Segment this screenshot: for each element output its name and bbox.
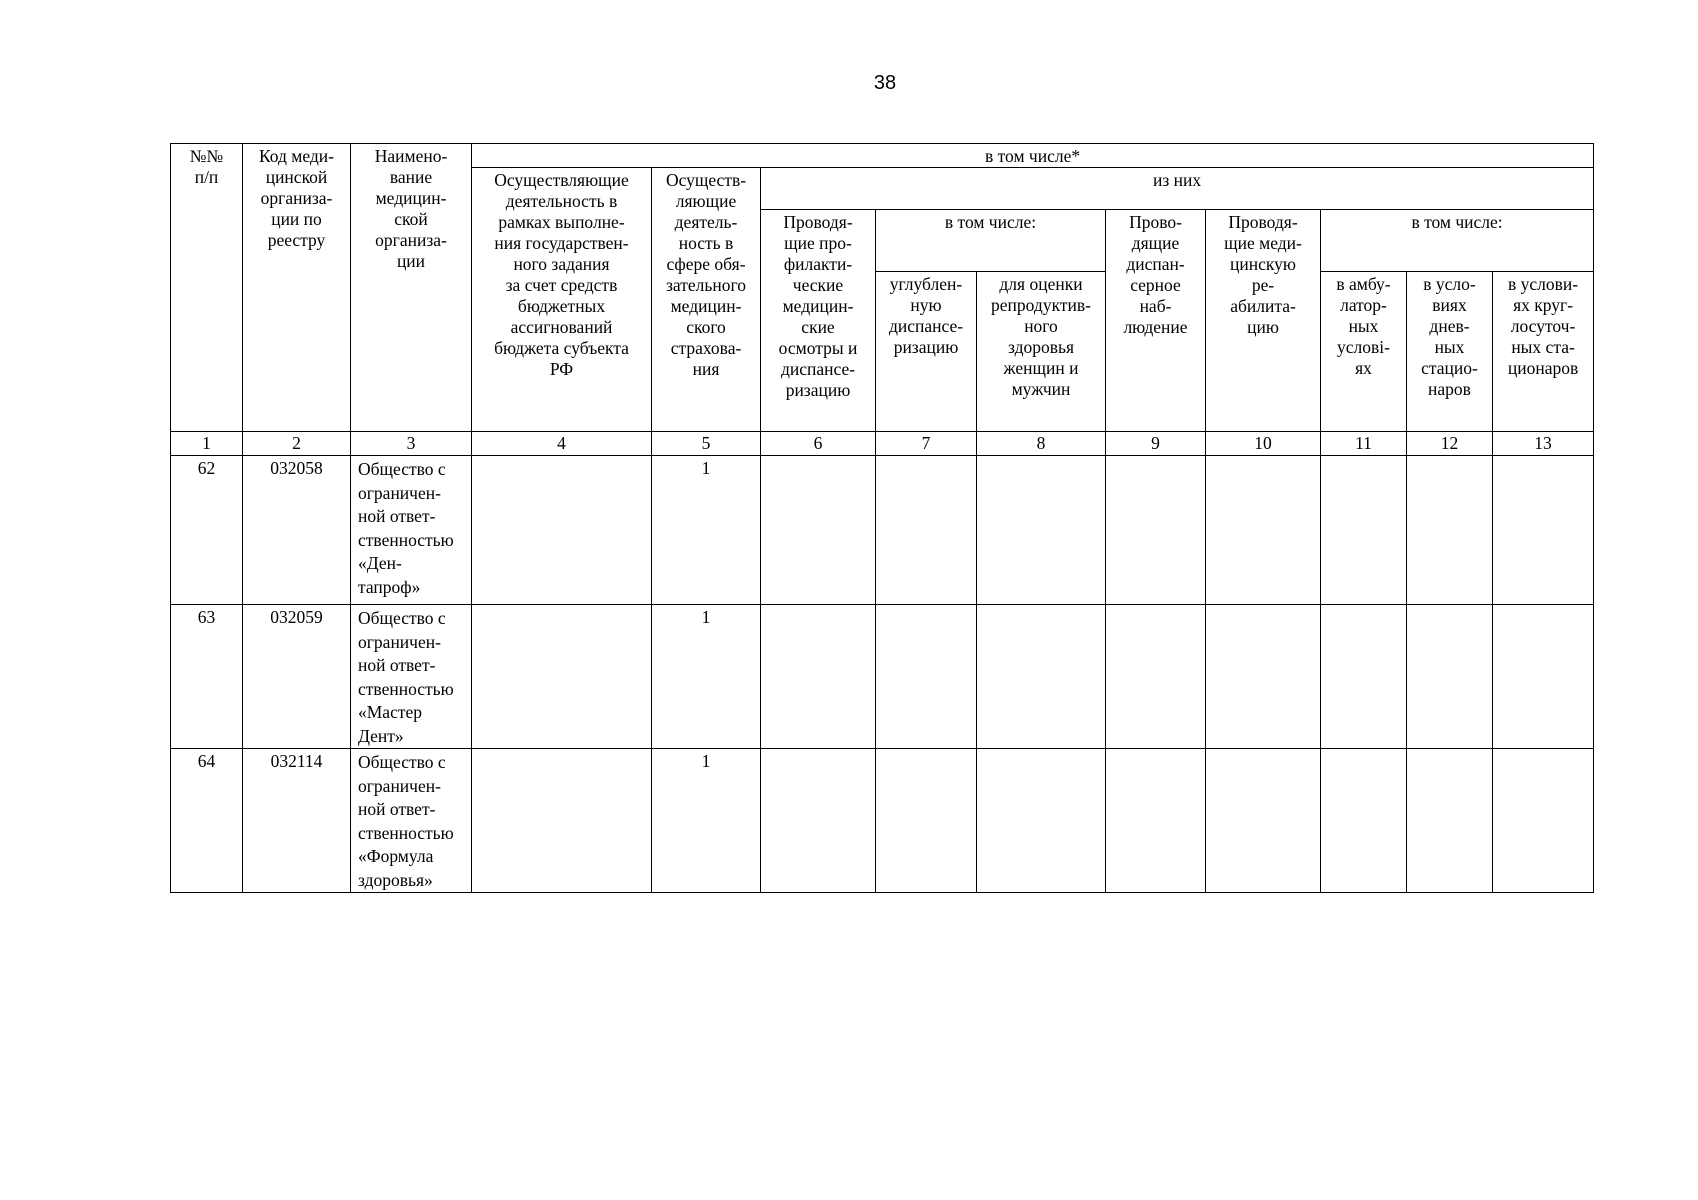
header-num: №№ п/п bbox=[171, 144, 243, 432]
cell-col5: 1 bbox=[652, 456, 761, 605]
header-outpatient: в амбу- латор- ных условi- ях bbox=[1321, 272, 1407, 432]
column-number: 8 bbox=[977, 432, 1106, 456]
table-row bbox=[171, 456, 1594, 605]
cell-col11 bbox=[1321, 456, 1407, 605]
table-row bbox=[171, 749, 1594, 893]
column-number: 10 bbox=[1206, 432, 1321, 456]
cell-col9 bbox=[1106, 749, 1206, 893]
cell-col4 bbox=[472, 749, 652, 893]
column-number: 13 bbox=[1493, 432, 1594, 456]
cell-col10 bbox=[1206, 749, 1321, 893]
header-group-including: в том числе* bbox=[472, 144, 1594, 168]
column-number: 7 bbox=[876, 432, 977, 456]
column-number: 3 bbox=[351, 432, 472, 456]
column-number: 5 bbox=[652, 432, 761, 456]
column-number: 6 bbox=[761, 432, 876, 456]
header-state-assignment: Осуществляющие деятельность в рамках выполне- ния государствен- ного задания за счет средств бюджетных ассигнований бюджета субъекта РФ bbox=[472, 168, 652, 432]
cell-col13 bbox=[1493, 605, 1594, 749]
cell-col6 bbox=[761, 456, 876, 605]
cell-col5: 1 bbox=[652, 605, 761, 749]
registry-code: 032058 bbox=[243, 456, 351, 605]
cell-col12 bbox=[1407, 456, 1493, 605]
cell-col9 bbox=[1106, 605, 1206, 749]
cell-col7 bbox=[876, 605, 977, 749]
cell-col5: 1 bbox=[652, 749, 761, 893]
medical-organizations-table bbox=[170, 143, 1594, 893]
registry-code: 032059 bbox=[243, 605, 351, 749]
organization-name: Общество с ограничен- ной ответ- ственностью «Ден- тапроф» bbox=[351, 456, 472, 605]
column-number: 12 bbox=[1407, 432, 1493, 456]
column-number: 1 bbox=[171, 432, 243, 456]
row-number: 62 bbox=[171, 456, 243, 605]
column-number: 11 bbox=[1321, 432, 1407, 456]
header-dispensary-observation: Прово- дящие диспан- серное наб- людение bbox=[1106, 210, 1206, 432]
header-rehabilitation: Проводя- щие меди- цинскую ре- абилита- цию bbox=[1206, 210, 1321, 432]
cell-col8 bbox=[977, 749, 1106, 893]
header-registry-code: Код меди- цинской организа- ции по реестру bbox=[243, 144, 351, 432]
cell-col6 bbox=[761, 749, 876, 893]
header-round-the-clock: в услови- ях круг- лосуточ- ных ста- ционаров bbox=[1493, 272, 1594, 432]
cell-col7 bbox=[876, 456, 977, 605]
cell-col12 bbox=[1407, 605, 1493, 749]
organization-name: Общество с ограничен- ной ответ- ственностью «Формула здоровья» bbox=[351, 749, 472, 893]
header-preventive-exams: Проводя- щие про- филакти- ческие медицин- ские осмотры и диспансе- ризацию bbox=[761, 210, 876, 432]
cell-col8 bbox=[977, 605, 1106, 749]
row-number: 64 bbox=[171, 749, 243, 893]
column-number: 4 bbox=[472, 432, 652, 456]
header-day-hospital: в усло- виях днев- ных стацио- наров bbox=[1407, 272, 1493, 432]
table-row bbox=[171, 605, 1594, 749]
header-row-1 bbox=[171, 144, 1594, 168]
cell-col4 bbox=[472, 605, 652, 749]
registry-code: 032114 bbox=[243, 749, 351, 893]
cell-col11 bbox=[1321, 749, 1407, 893]
cell-col4 bbox=[472, 456, 652, 605]
cell-col13 bbox=[1493, 749, 1594, 893]
cell-col6 bbox=[761, 605, 876, 749]
header-compulsory-insurance: Осуществ- ляющие деятель- ность в сфере обя- зательного медицин- ского страхова- ния bbox=[652, 168, 761, 432]
header-organization-name: Наимено- вание медицин- ской организа- ции bbox=[351, 144, 472, 432]
header-in-depth-dispensary: углублен- ную диспансе- ризацию bbox=[876, 272, 977, 432]
row-number: 63 bbox=[171, 605, 243, 749]
header-group-including-11-13: в том числе: bbox=[1321, 210, 1594, 272]
header-group-of-them: из них bbox=[761, 168, 1594, 210]
column-number: 2 bbox=[243, 432, 351, 456]
cell-col13 bbox=[1493, 456, 1594, 605]
cell-col10 bbox=[1206, 605, 1321, 749]
cell-col11 bbox=[1321, 605, 1407, 749]
organization-name: Общество с ограничен- ной ответ- ственностью «Мастер Дент» bbox=[351, 605, 472, 749]
cell-col7 bbox=[876, 749, 977, 893]
header-group-including-7-8: в том числе: bbox=[876, 210, 1106, 272]
column-number-row bbox=[171, 432, 1594, 456]
cell-col8 bbox=[977, 456, 1106, 605]
column-number: 9 bbox=[1106, 432, 1206, 456]
page-number: 38 bbox=[873, 72, 897, 94]
cell-col12 bbox=[1407, 749, 1493, 893]
header-reproductive-health: для оценки репродуктив- ного здоровья женщин и мужчин bbox=[977, 272, 1106, 432]
cell-col9 bbox=[1106, 456, 1206, 605]
cell-col10 bbox=[1206, 456, 1321, 605]
